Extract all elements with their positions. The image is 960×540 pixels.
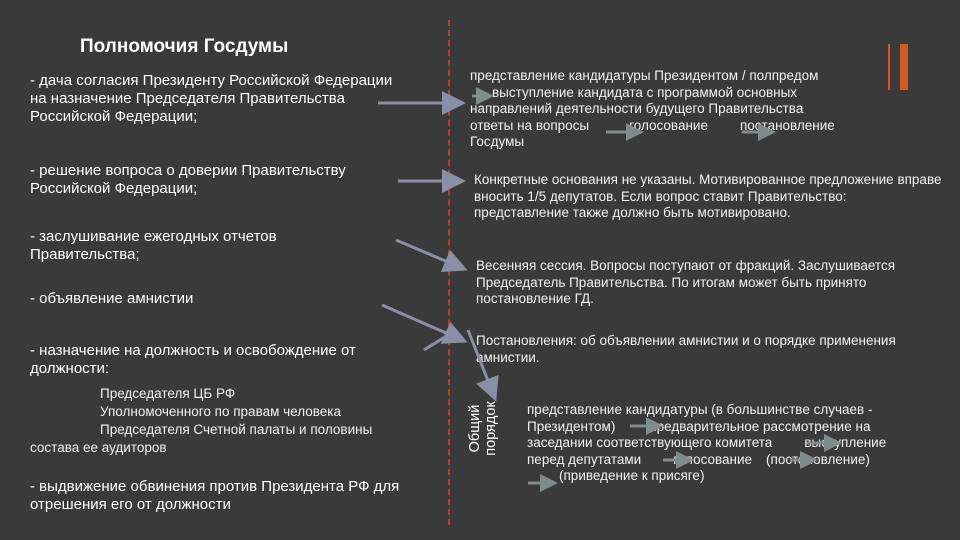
- step-answers: ответы на вопросы: [470, 117, 590, 133]
- sublist-item: Председателя Счетной палаты и половины: [100, 422, 373, 437]
- step-voting: голосование: [673, 451, 753, 467]
- block-line: выступление кандидата с программой основных: [492, 84, 798, 100]
- block-line: представление кандидатуры (в большинстве случаев -: [527, 402, 873, 417]
- sublist-item: состава ее аудиторов: [30, 440, 167, 455]
- right-block-amnesty: Постановления: об объявлении амнистии и о порядке применения амнистии.: [476, 333, 896, 365]
- block-line: Госдумы: [470, 134, 525, 149]
- step-committee: заседании соответствующего комитета: [527, 435, 773, 450]
- left-item-confidence: - решение вопроса о доверии Правительству Российской Федерации;: [30, 162, 346, 197]
- vertical-label: Общий порядок: [467, 401, 499, 456]
- step-resolution: (постановление): [766, 451, 870, 467]
- right-block-reports: Весенняя сессия. Вопросы поступают от фракций. Заслушивается Председатель Правительства. По итогам может быть принято постановление ГД.: [476, 258, 896, 306]
- block-line: представление кандидатуры Президентом / полпредом: [470, 68, 819, 83]
- step-resolution: постановление: [739, 117, 835, 133]
- arrow-amnesty: [382, 305, 462, 340]
- right-block-confidence: Конкретные основания не указаны. Мотивированное предложение вправе вносить 1/5 депутатов. Если вопрос ставит Правительство: представление также должно быть мотивировано.: [474, 172, 942, 220]
- arrow-appointment: [424, 335, 448, 350]
- step-speech: выступление: [804, 435, 887, 450]
- left-item-amnesty: - объявление амнистии: [30, 290, 194, 307]
- step-deputies: перед депутатами: [527, 451, 642, 467]
- page-title: Полномочия Госдумы: [80, 36, 289, 57]
- step-oath: (приведение к присяге): [559, 468, 705, 483]
- left-item-appointment: - назначение на должность и освобождение от должности:: [30, 342, 356, 377]
- left-item-impeachment: - выдвижение обвинения против Президента РФ для отрешения его от должности: [30, 478, 400, 513]
- sublist-item: Уполномоченного по правам человека: [100, 404, 341, 419]
- sublist-item: Председателя ЦБ РФ: [100, 386, 236, 401]
- left-item-reports: - заслушивание ежегодных отчетов Правительства;: [30, 228, 277, 263]
- block-line: направлений деятельности будущего Правительства: [470, 101, 804, 116]
- step-nomination: Президентом): [527, 418, 616, 434]
- left-item-consent: - дача согласия Президенту Российской Федерации на назначение Председателя Правительства Российской Федерации;: [30, 72, 393, 125]
- arrow-procedure: [468, 330, 494, 396]
- step-voting: голосование: [629, 117, 708, 133]
- step-preliminary: предварительное рассмотрение на: [649, 418, 871, 434]
- arrow-reports: [396, 240, 462, 268]
